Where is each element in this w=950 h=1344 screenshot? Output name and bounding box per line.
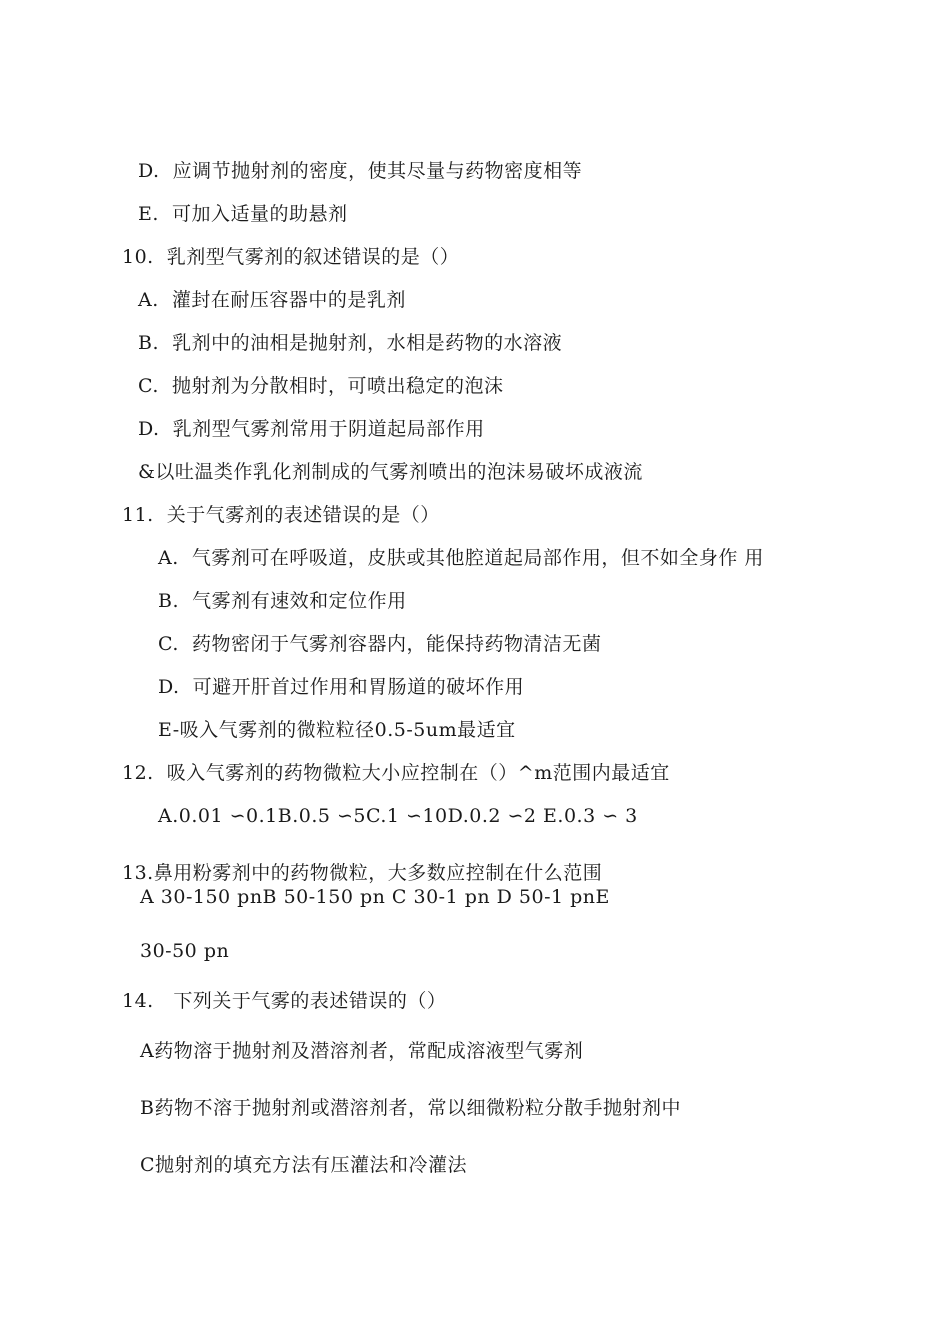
q14-option-b: B药物不溶于抛射剂或潜溶剂者，常以细微粉粒分散手抛射剂中 xyxy=(140,1097,681,1119)
q9-option-e: E. 可加入适量的助悬剂 xyxy=(138,203,348,225)
question-14: 14. 下列关于气雾的表述错误的（） xyxy=(122,990,447,1012)
q12-options: A.0.01 ∽0.1B.0.5 ∽5C.1 ∽10D.0.2 ∽2 E.0.3 ∽ 3 xyxy=(158,805,638,827)
q11-option-e: E-吸入气雾剂的微粒粒径0.5-5um最适宜 xyxy=(158,719,516,741)
question-12: 12. 吸入气雾剂的药物微粒大小应控制在（）^m范围内最适宜 xyxy=(122,762,670,784)
q9-option-d: D. 应调节抛射剂的密度，使其尽量与药物密度相等 xyxy=(138,160,583,182)
q10-option-d: D. 乳剂型气雾剂常用于阴道起局部作用 xyxy=(138,418,485,440)
q13-options: A 30-150 pnB 50-150 pn C 30-1 pn D 50-1 pnE xyxy=(140,886,610,908)
q11-option-b: B. 气雾剂有速效和定位作用 xyxy=(158,590,407,612)
q10-option-b: B. 乳剂中的油相是抛射剂，水相是药物的水溶液 xyxy=(138,332,563,354)
q13-option-e-value: 30-50 pn xyxy=(140,940,230,962)
question-11: 11. 关于气雾剂的表述错误的是（） xyxy=(122,504,440,526)
q11-option-c: C. 药物密闭于气雾剂容器内，能保持药物清洁无菌 xyxy=(158,633,602,655)
q10-option-a: A. 灌封在耐压容器中的是乳剂 xyxy=(138,289,406,311)
question-10: 10. 乳剂型气雾剂的叙述错误的是（） xyxy=(122,246,460,268)
q14-option-c: C抛射剂的填充方法有压灌法和冷灌法 xyxy=(140,1154,468,1176)
q10-option-e: &以吐温类作乳化剂制成的气雾剂喷出的泡沫易破坏成液流 xyxy=(138,461,643,483)
question-13: 13.鼻用粉雾剂中的药物微粒，大多数应控制在什么范围 xyxy=(122,862,603,884)
q14-option-a: A药物溶于抛射剂及潜溶剂者，常配成溶液型气雾剂 xyxy=(140,1040,584,1062)
q11-option-d: D. 可避开肝首过作用和胃肠道的破坏作用 xyxy=(158,676,525,698)
q11-option-a: A. 气雾剂可在呼吸道，皮肤或其他腔道起局部作用，但不如全身作 用 xyxy=(158,547,764,569)
q10-option-c: C. 抛射剂为分散相时，可喷出稳定的泡沫 xyxy=(138,375,504,397)
